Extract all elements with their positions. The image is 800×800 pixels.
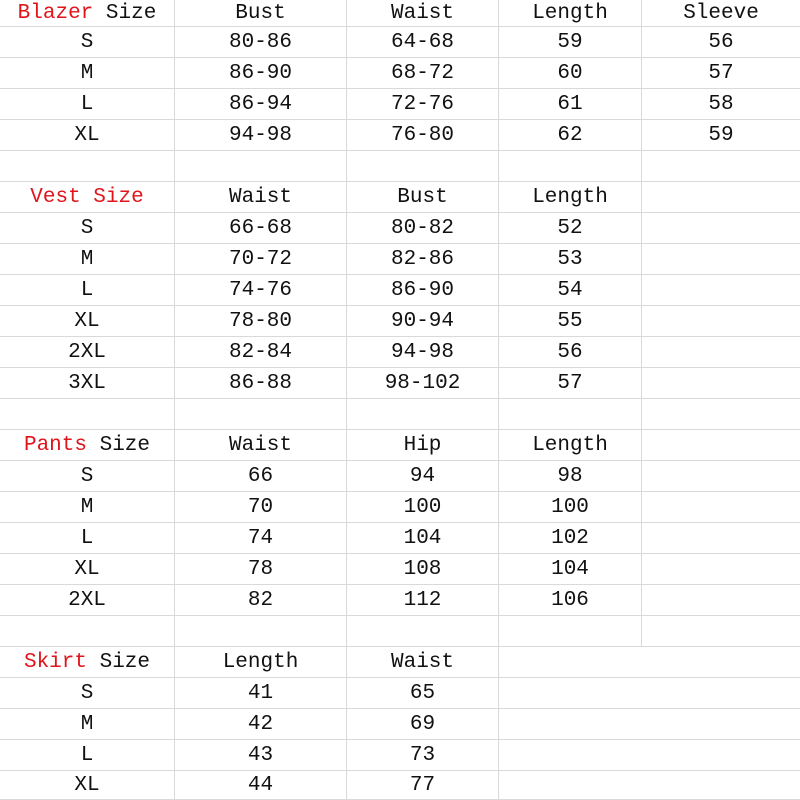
table-cell: 86-94 [175,89,347,120]
table-cell: 112 [347,585,499,616]
empty-cell [175,151,347,182]
empty-cell [642,399,800,430]
table-cell: 76-80 [347,120,499,151]
table-cell: 57 [642,58,800,89]
pants-header-cell: Hip [347,430,499,461]
table-cell: 106 [499,585,642,616]
empty-cell [0,399,175,430]
skirt-title-rest: Size [99,650,151,674]
empty-cell [175,616,347,647]
size-label-cell: M [0,492,175,523]
table-cell: 74 [175,523,347,554]
blank-row [0,399,800,430]
table-cell: 98 [499,461,642,492]
empty-cell [642,306,800,337]
size-label-cell: S [0,27,175,58]
table-row [0,306,800,337]
size-label-cell: XL [0,306,175,337]
pants-header-row [0,430,800,461]
size-label-cell: XL [0,554,175,585]
empty-cell [175,399,347,430]
empty-cell [499,771,642,800]
table-cell: 53 [499,244,642,275]
table-row [0,585,800,616]
table-cell: 108 [347,554,499,585]
empty-cell [499,399,642,430]
table-cell: 61 [499,89,642,120]
size-label-cell: L [0,523,175,554]
table-cell: 74-76 [175,275,347,306]
table-cell: 104 [347,523,499,554]
table-cell: 100 [347,492,499,523]
table-cell: 57 [499,368,642,399]
table-cell: 42 [175,709,347,740]
size-label-cell: L [0,89,175,120]
size-label-cell: M [0,709,175,740]
empty-cell [642,678,800,709]
table-cell: 86-90 [347,275,499,306]
table-row [0,523,800,554]
empty-cell [642,368,800,399]
empty-cell [642,244,800,275]
table-cell: 90-94 [347,306,499,337]
table-cell: 70-72 [175,244,347,275]
table-cell: 82 [175,585,347,616]
table-cell: 59 [642,120,800,151]
skirt-title-cell [0,647,175,678]
table-cell: 66 [175,461,347,492]
pants-title-cell [0,430,175,461]
table-cell: 55 [499,306,642,337]
table-cell: 43 [175,740,347,771]
size-label-cell: S [0,213,175,244]
blazer-header-cell: Length [499,0,642,27]
table-cell: 80-82 [347,213,499,244]
empty-cell [642,616,800,647]
table-row [0,275,800,306]
pants-header-cell: Waist [175,430,347,461]
table-row [0,554,800,585]
empty-cell [499,740,642,771]
blank-row [0,616,800,647]
size-label-cell: L [0,275,175,306]
table-cell: 58 [642,89,800,120]
blazer-header-cell: Sleeve [642,0,800,27]
table-cell: 56 [499,337,642,368]
empty-cell [642,461,800,492]
empty-cell [642,554,800,585]
table-row [0,740,800,771]
vest-header-cell: Bust [347,182,499,213]
table-cell: 52 [499,213,642,244]
table-cell: 54 [499,275,642,306]
table-cell: 72-76 [347,89,499,120]
empty-cell [642,337,800,368]
table-cell: 69 [347,709,499,740]
size-label-cell: XL [0,771,175,800]
vest-header-cell: Waist [175,182,347,213]
table-row [0,337,800,368]
size-label-cell: 2XL [0,337,175,368]
pants-header-cell: Length [499,430,642,461]
table-cell: 60 [499,58,642,89]
empty-cell [642,523,800,554]
size-label-cell: 3XL [0,368,175,399]
blazer-header-cell: Waist [347,0,499,27]
skirt-header-cell: Waist [347,647,499,678]
empty-cell [499,151,642,182]
size-label-cell: S [0,678,175,709]
empty-cell [642,182,800,213]
table-row [0,27,800,58]
empty-cell [347,151,499,182]
pants-title-rest: Size [99,433,151,457]
empty-cell [642,740,800,771]
table-row [0,58,800,89]
empty-cell [642,492,800,523]
table-row [0,89,800,120]
empty-cell [642,647,800,678]
vest-header-cell: Length [499,182,642,213]
table-row [0,244,800,275]
table-cell: 86-88 [175,368,347,399]
skirt-header-cell: Length [175,647,347,678]
size-label-cell: S [0,461,175,492]
table-row [0,461,800,492]
table-cell: 77 [347,771,499,800]
table-cell: 68-72 [347,58,499,89]
table-row [0,771,800,800]
empty-cell [642,771,800,800]
empty-cell [499,678,642,709]
size-label-cell: XL [0,120,175,151]
empty-cell [347,399,499,430]
table-cell: 62 [499,120,642,151]
table-cell: 98-102 [347,368,499,399]
empty-cell [499,647,642,678]
empty-cell [642,430,800,461]
table-row [0,120,800,151]
empty-cell [642,213,800,244]
table-cell: 64-68 [347,27,499,58]
empty-cell [347,616,499,647]
size-label-cell: M [0,58,175,89]
empty-cell [0,151,175,182]
table-row [0,709,800,740]
vest-title-red: Vest Size [30,185,144,209]
table-cell: 73 [347,740,499,771]
empty-cell [0,616,175,647]
table-cell: 94-98 [175,120,347,151]
table-row [0,492,800,523]
table-cell: 94-98 [347,337,499,368]
blazer-header-row [0,0,800,27]
blazer-header-cell: Bust [175,0,347,27]
empty-cell [642,151,800,182]
table-cell: 100 [499,492,642,523]
table-row [0,213,800,244]
table-cell: 80-86 [175,27,347,58]
table-cell: 66-68 [175,213,347,244]
pants-title-red: Pants [23,433,87,457]
table-cell: 70 [175,492,347,523]
table-cell: 102 [499,523,642,554]
table-cell: 65 [347,678,499,709]
vest-header-row [0,182,800,213]
empty-cell [642,709,800,740]
size-label-cell: 2XL [0,585,175,616]
empty-cell [642,275,800,306]
skirt-title-red: Skirt [23,650,87,674]
blazer-title-rest: Size [105,1,157,25]
table-cell: 94 [347,461,499,492]
table-cell: 82-84 [175,337,347,368]
blank-row [0,151,800,182]
table-row [0,678,800,709]
size-label-cell: M [0,244,175,275]
table-cell: 86-90 [175,58,347,89]
size-label-cell: L [0,740,175,771]
table-cell: 56 [642,27,800,58]
blazer-title-red: Blazer [17,1,94,25]
table-cell: 78 [175,554,347,585]
table-cell: 41 [175,678,347,709]
table-cell: 104 [499,554,642,585]
table-cell: 82-86 [347,244,499,275]
empty-cell [499,709,642,740]
blazer-title-cell [0,0,175,27]
vest-title-cell [0,182,175,213]
table-cell: 44 [175,771,347,800]
table-cell: 59 [499,27,642,58]
empty-cell [499,616,642,647]
table-cell: 78-80 [175,306,347,337]
table-row [0,368,800,399]
empty-cell [642,585,800,616]
skirt-header-row [0,647,800,678]
